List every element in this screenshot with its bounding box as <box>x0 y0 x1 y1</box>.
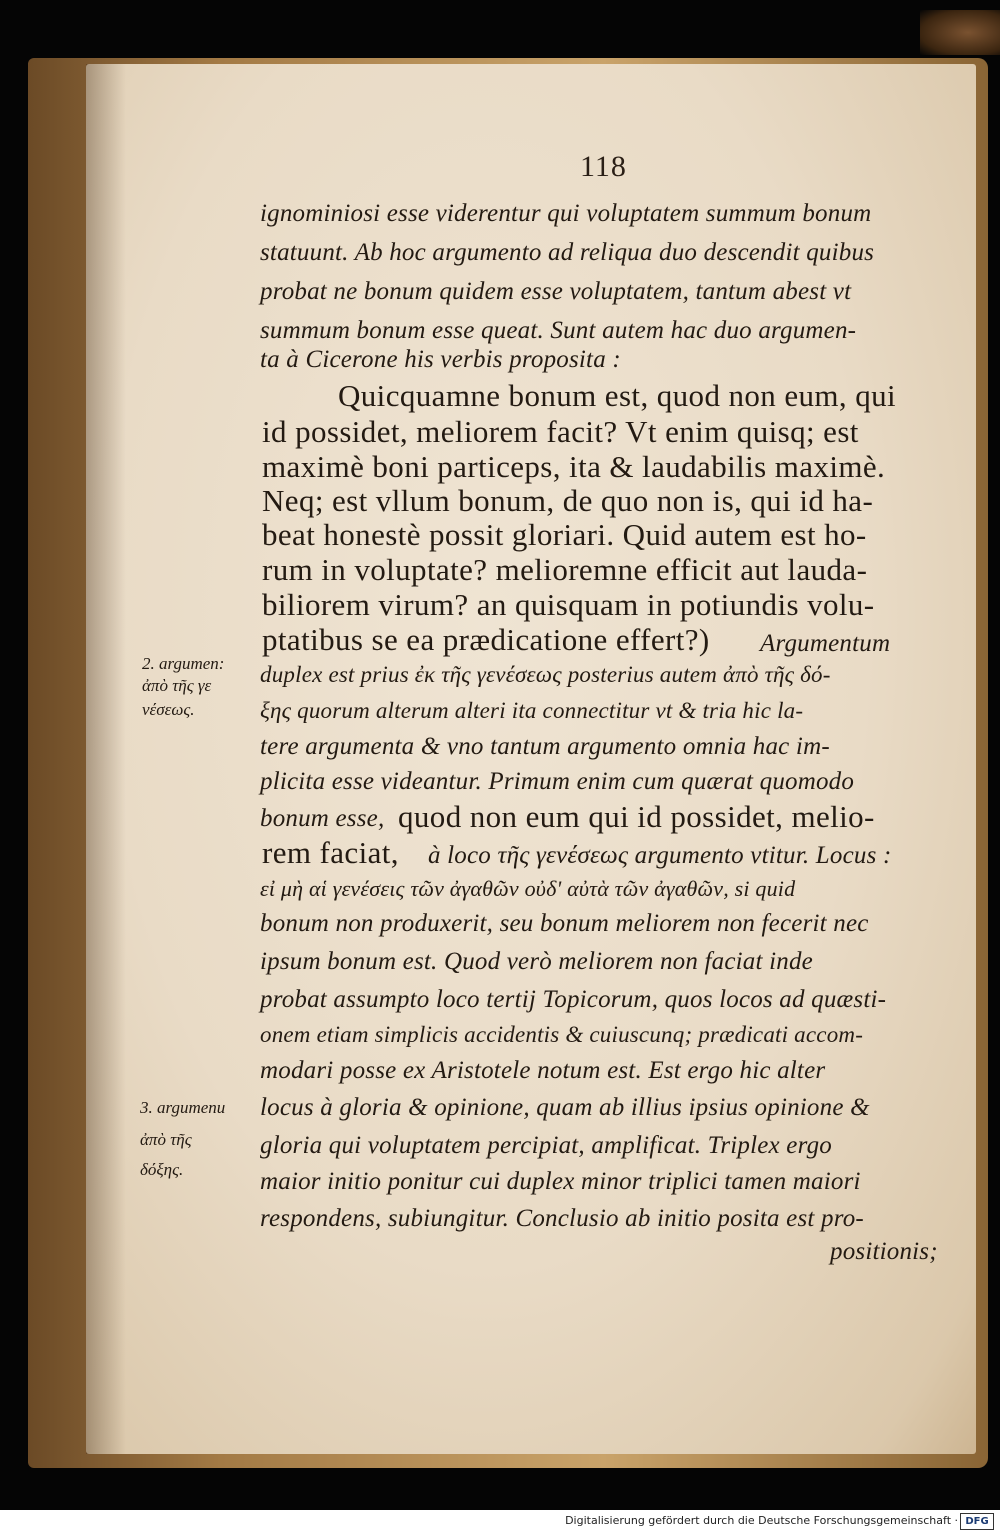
text-line: ignominiosi esse viderentur qui voluptatem summum bonum <box>260 200 872 227</box>
margin-note-line: ἀπὸ τῆς γε <box>142 676 212 695</box>
text-line: Neq; est vllum bonum, de quo non is, qui id ha- <box>262 483 874 518</box>
text-line: εἰ μὴ αἱ γενέσεις τῶν ἀγαθῶν οὐδ' αὐτὰ τῶν ἀγαθῶν, si quid <box>260 876 796 901</box>
text-line: probat assumpto loco tertij Topicorum, quos locos ad quæsti- <box>260 986 887 1013</box>
text-line: ipsum bonum est. Quod verò meliorem non faciat inde <box>260 948 813 975</box>
text-line: maior initio ponitur cui duplex minor triplici tamen maiori <box>260 1168 861 1195</box>
footer-bar <box>0 1510 1000 1532</box>
page-number: 118 <box>580 150 627 183</box>
text-line: modari posse ex Aristotele notum est. Est ergo hic alter <box>260 1057 826 1084</box>
dfg-logo: DFG <box>960 1513 994 1530</box>
text-line: onem etiam simplicis accidentis & cuiuscunq; prædicati accom- <box>260 1022 864 1047</box>
text-inline-argumentum: Argumentum <box>760 630 891 657</box>
text-line: respondens, subiungitur. Conclusio ab initio posita est pro- <box>260 1205 864 1232</box>
text-line: duplex est prius ἐκ τῆς γενέσεως posterius autem ἀπὸ τῆς δό- <box>260 662 831 687</box>
text-line: rem faciat, <box>262 835 399 870</box>
text-inline-quod-non: quod non eum qui id possidet, melio- <box>398 799 875 834</box>
text-line: biliorem virum? an quisquam in potiundis volu- <box>262 587 875 622</box>
text-line: beat honestè possit gloriari. Quid autem est ho- <box>262 517 867 552</box>
text-line: ta à Cicerone his verbis proposita : <box>260 346 621 373</box>
text-line: summum bonum esse queat. Sunt autem hac duo argumen- <box>260 317 857 344</box>
margin-note-line: νέσεως. <box>142 700 195 719</box>
text-line: locus à gloria & opinione, quam ab illius ipsius opinione & <box>260 1094 870 1121</box>
text-line: ξης quorum alterum alteri ita connectitur vt & tria hic la- <box>260 698 804 723</box>
text-line: maximè boni particeps, ita & laudabilis maximè. <box>262 449 886 484</box>
text-inline-loco: à loco τῆς γενέσεως argumento vtitur. Locus : <box>428 842 892 869</box>
text-line: bonum esse, <box>260 805 385 832</box>
text-line: statuunt. Ab hoc argumento ad reliqua duo descendit quibus <box>260 239 875 266</box>
margin-note-line: ἀπὸ τῆς <box>140 1130 192 1149</box>
footer-credit: Digitalisierung gefördert durch die Deutsche Forschungsgemeinschaft · <box>565 1514 958 1527</box>
margin-note-line: 2. argumen: <box>142 654 225 673</box>
text-line: id possidet, meliorem facit? Vt enim quisq; est <box>262 414 859 449</box>
text-line: probat ne bonum quidem esse voluptatem, tantum abest vt <box>260 278 852 305</box>
margin-note-line: δόξης. <box>140 1160 184 1179</box>
worn-corner <box>920 10 1000 55</box>
catchword: positionis; <box>830 1238 938 1265</box>
margin-note-line: 3. argumenu <box>140 1098 226 1117</box>
text-line: tere argumenta & vno tantum argumento omnia hac im- <box>260 733 830 760</box>
text-line: bonum non produxerit, seu bonum meliorem non fecerit nec <box>260 910 869 937</box>
text-line: plicita esse videantur. Primum enim cum quærat quomodo <box>260 768 855 795</box>
text-line: ptatibus se ea prædicatione effert?) <box>262 622 710 657</box>
text-line: Quicquamne bonum est, quod non eum, qui <box>338 378 897 413</box>
gutter-shadow <box>86 64 126 1454</box>
text-line: gloria qui voluptatem percipiat, amplificat. Triplex ergo <box>260 1132 832 1159</box>
text-line: rum in voluptate? melioremne efficit aut lauda- <box>262 552 868 587</box>
